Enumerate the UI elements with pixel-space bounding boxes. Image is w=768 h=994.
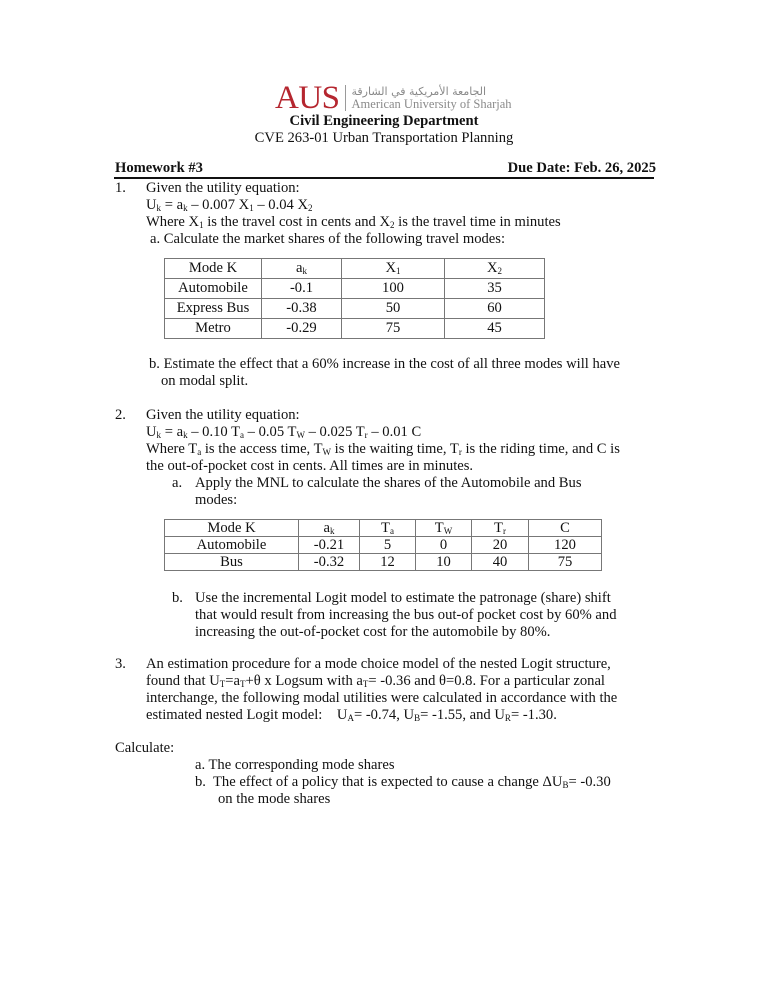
q3-part-b-cont: on the mode shares [218,791,331,807]
table-row [165,554,602,571]
q2-where-cont: the out-of-pocket cost in cents. All times are in minutes. [146,458,474,474]
q3-line3: interchange, the following modal utilities were calculated in accordance with the [146,690,618,706]
header-divider [114,177,654,179]
homework-title: Homework #3 [115,160,203,176]
q1-where: Where $X_1$ is the travel cost in cents and $X_2$ is the travel time in minutes [146,214,561,230]
table-cell: Automobile [165,537,299,554]
q3-number: 3. [115,656,126,672]
header-cell: $a_k$ [262,259,342,279]
header-cell: Mode K [165,520,299,537]
table-cell: -0.21 [299,537,360,554]
q2-part-b-cont2: increasing the out-of-pocket cost for the automobile by 80%. [195,624,551,640]
header-cell: C [529,520,602,537]
q3-calculate-label: Calculate: [115,740,175,756]
table-cell: 5 [360,537,416,554]
table-cell: 12 [360,554,416,571]
logo-arabic: الجامعة الأمريكية في الشارقة [351,85,487,98]
header-cell: Mode K [165,259,262,279]
q2-equation: $U_k = a_k - 0.10$ $T_a - 0.05$ $T_W - 0.025$ $T_r - 0.01$ C [146,424,422,440]
table-cell: -0.32 [299,554,360,571]
table-row [165,537,602,554]
q2-where: Where $T_a$ is the access time, $T_W$ is the waiting time, $T_r$ is the riding time, and C is [146,441,620,457]
table-cell: 120 [529,537,602,554]
q3-part-a: a. The corresponding mode shares [195,757,395,773]
table-cell: 0 [416,537,472,554]
q1-intro: Given the utility equation: [146,180,300,196]
due-date: Due Date: Feb. 26, 2025 [507,160,656,176]
q1-number: 1. [115,180,126,196]
q3-line4: estimated nested Logit model: $U_A= -0.74$, $U_B= -1.55$, and $U_R= -1.30$. [146,707,557,723]
q2-part-a-label: a. [172,475,183,491]
table-cell: Express Bus [165,299,262,319]
q1-part-b-cont: on modal split. [161,373,249,389]
table-cell: 75 [342,319,445,339]
q1-equation: $U_k = a_k - 0.007$ $X_1 - 0.04$ $X_2$ [146,197,313,213]
table-cell: 40 [472,554,529,571]
q2-part-b-cont1: that would result from increasing the bus out-of pocket cost by 60% and [195,607,617,623]
header-cell: $T_a$ [360,520,416,537]
table-header-row [165,259,545,279]
table-cell: Bus [165,554,299,571]
table-cell: 60 [445,299,545,319]
q2-part-a: Apply the MNL to calculate the shares of the Automobile and Bus [195,475,582,491]
logo-text [352,85,512,111]
table-cell: 50 [342,299,445,319]
q1-part-b: b. Estimate the effect that a 60% increase in the cost of all three modes will have [149,356,621,372]
table-row [165,299,545,319]
header-cell: $X_2$ [445,259,545,279]
q2-intro: Given the utility equation: [146,407,300,423]
table-cell: 45 [445,319,545,339]
table-cell: -0.1 [262,279,342,299]
logo-abbrev: AUS [275,80,340,116]
table-cell: 35 [445,279,545,299]
logo-english: American University of Sharjah [351,97,512,111]
q3-part-b: b. The effect of a policy that is expected to cause a change $\Delta U_B= -0.30$ [195,774,611,790]
table-cell: 100 [342,279,445,299]
q1-table [164,258,545,339]
table-cell: Metro [165,319,262,339]
table-row [165,279,545,299]
table-cell: -0.29 [262,319,342,339]
q2-part-b: Use the incremental Logit model to estimate the patronage (share) shift [195,590,611,606]
table-cell: Automobile [165,279,262,299]
table-cell: 20 [472,537,529,554]
table-row [165,319,545,339]
header-cell: $T_W$ [416,520,472,537]
q3-line1: An estimation procedure for a mode choice model of the nested Logit structure, [146,656,611,672]
table-header-row [165,520,602,537]
table-cell: -0.38 [262,299,342,319]
university-logo [275,80,512,116]
header-cell: $X_1$ [342,259,445,279]
q2-part-a-cont: modes: [195,492,238,508]
q2-part-b-label: b. [172,590,183,606]
q1-part-a: a. Calculate the market shares of the following travel modes: [150,231,505,247]
header-cell: $T_r$ [472,520,529,537]
table-cell: 75 [529,554,602,571]
q2-number: 2. [115,407,126,423]
q3-line2: found that $U_T=a_T+\theta$ x Logsum with $a_T= -0.36$ and θ=0.8. For a particular zonal [146,673,605,689]
table-cell: 10 [416,554,472,571]
header-cell: $a_k$ [299,520,360,537]
q2-table [164,519,602,571]
course-title: CVE 263-01 Urban Transportation Planning [254,130,514,146]
logo-separator [345,85,346,111]
department-title: Civil Engineering Department [289,113,479,129]
